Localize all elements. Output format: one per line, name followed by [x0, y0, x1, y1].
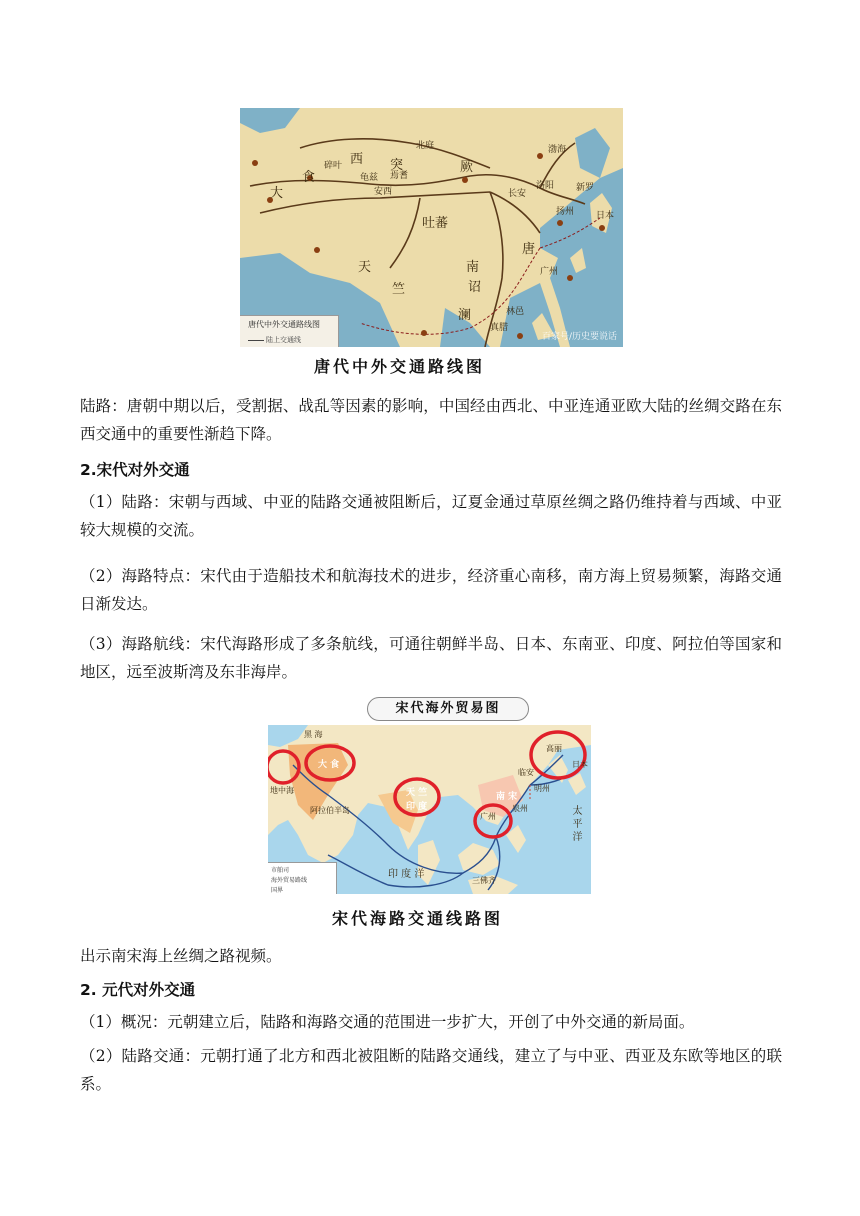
- paragraph-yuan-overview: （1）概况：元朝建立后，陆路和海路交通的范围进一步扩大，开创了中外交通的新局面。: [80, 1013, 695, 1031]
- song-label-guangzhou: 广州: [480, 812, 496, 821]
- map-label-changan: 长安: [508, 189, 527, 199]
- map-label-jue: 厥: [460, 160, 474, 175]
- map-label-tang: 唐: [522, 242, 536, 257]
- paragraph-yuan-land: （2）陆路交通：元朝打通了北方和西北被阻断的陆路交通线，建立了与中亚、西亚及东欧等地区的联系。: [80, 1047, 782, 1093]
- song-legend-item-1: 市舶司: [271, 867, 290, 874]
- map-label-zhenla: 真腊: [490, 323, 509, 333]
- song-label-mingzhou: 明州: [534, 784, 550, 793]
- map-label-guangzhou: 广州: [540, 267, 559, 277]
- map-label-xinluo: 新罗: [576, 183, 595, 193]
- song-label-black-sea: 黑 海: [304, 730, 323, 739]
- song-label-dashi: 大 食: [318, 760, 340, 770]
- song-map-caption: 宋代海路交通线路图: [332, 909, 504, 928]
- song-label-tianzhu: 天 竺: [406, 788, 428, 798]
- paragraph-song-sea-features: （2）海路特点：宋代由于造船技术和航海技术的进步，经济重心南移，南方海上贸易频繁，海路交通日渐发达。: [80, 567, 782, 613]
- song-map-legend: [268, 862, 337, 894]
- map-label-nan: 南: [466, 260, 480, 275]
- song-trade-map: [268, 725, 591, 894]
- paragraph-song-land: （1）陆路：宋朝与西域、中亚的陆路交通被阻断后，辽夏金通过草原丝绸之路仍维持着与西域、中亚较大规模的交流。: [80, 493, 782, 539]
- tang-map-watermark: 百家号/历史要说话: [541, 332, 617, 342]
- tang-legend-line-label: 陆上交通线: [266, 336, 301, 344]
- song-label-riben: 日本: [572, 760, 588, 769]
- paragraph-tang-land-route: 陆路：唐朝中期以后，受割据、战乱等因素的影响，中国经由西北、中亚连通亚欧大陆的丝绸交路在东西交通中的重要性渐趋下降。: [80, 397, 782, 443]
- map-label-suiye: 碎叶: [324, 161, 343, 171]
- song-legend-item-3: 国界: [271, 887, 284, 894]
- song-label-pacific: 太 平 洋: [570, 805, 581, 842]
- song-map-title: 宋代海外贸易图: [367, 697, 529, 721]
- map-label-shi: 食: [302, 170, 316, 185]
- map-label-zhao: 诏: [468, 280, 482, 295]
- map-label-yanqi: 焉耆: [390, 171, 409, 181]
- paragraph-song-sea-routes: （3）海路航线：宋代海路形成了多条航线，可通往朝鲜半岛、日本、东南亚、印度、阿拉伯等国家和地区，远至波斯湾及东非海岸。: [80, 635, 782, 681]
- map-label-anxi: 安西: [374, 187, 393, 197]
- map-label-da: 大: [270, 186, 284, 201]
- tang-legend-line-swatch: [248, 340, 264, 341]
- song-label-nansong: 南 宋: [496, 792, 518, 802]
- song-label-quanzhou: 泉州: [512, 804, 528, 813]
- tang-map-caption: 唐代中外交通路线图: [314, 357, 486, 376]
- map-label-riben: 日本: [596, 211, 615, 221]
- map-label-tian: 天: [358, 260, 372, 275]
- map-label-tu: 突: [390, 158, 404, 173]
- song-label-sanfoqi: 三佛齐: [472, 876, 496, 885]
- map-label-qiuci: 龟兹: [360, 173, 379, 183]
- map-label-xi: 西: [350, 152, 364, 167]
- song-legend-item-2: 海外贸易路线: [271, 877, 308, 884]
- song-label-mediterranean: 地中海: [270, 786, 294, 795]
- tang-legend-title: 唐代中外交通路线图: [248, 320, 320, 329]
- map-label-bohai: 渤海: [548, 145, 567, 155]
- paragraph-video-note: 出示南宋海上丝绸之路视频。: [80, 947, 282, 965]
- map-label-tubo: 吐蕃: [422, 216, 449, 231]
- map-label-yangzhou: 扬州: [556, 207, 575, 217]
- song-label-yindu: 印 度: [406, 802, 428, 812]
- map-label-luoyang: 洛阳: [536, 181, 555, 191]
- song-label-gaoli: 高丽: [546, 744, 562, 753]
- tang-map-legend: [240, 315, 339, 347]
- heading-song-foreign-traffic: 2.宋代对外交通: [80, 461, 190, 479]
- map-label-linyi: 林邑: [506, 307, 525, 317]
- map-label-dian: 澜: [458, 308, 472, 323]
- map-label-zhu: 竺: [392, 282, 406, 297]
- song-label-linan: 临安: [518, 768, 534, 777]
- heading-yuan-foreign-traffic: 2. 元代对外交通: [80, 981, 196, 999]
- song-label-indian-ocean: 印 度 洋: [388, 869, 425, 880]
- song-label-alabo: 阿拉伯半岛: [310, 806, 350, 815]
- tang-route-map: [240, 108, 623, 347]
- map-label-beiting: 北庭: [416, 141, 435, 151]
